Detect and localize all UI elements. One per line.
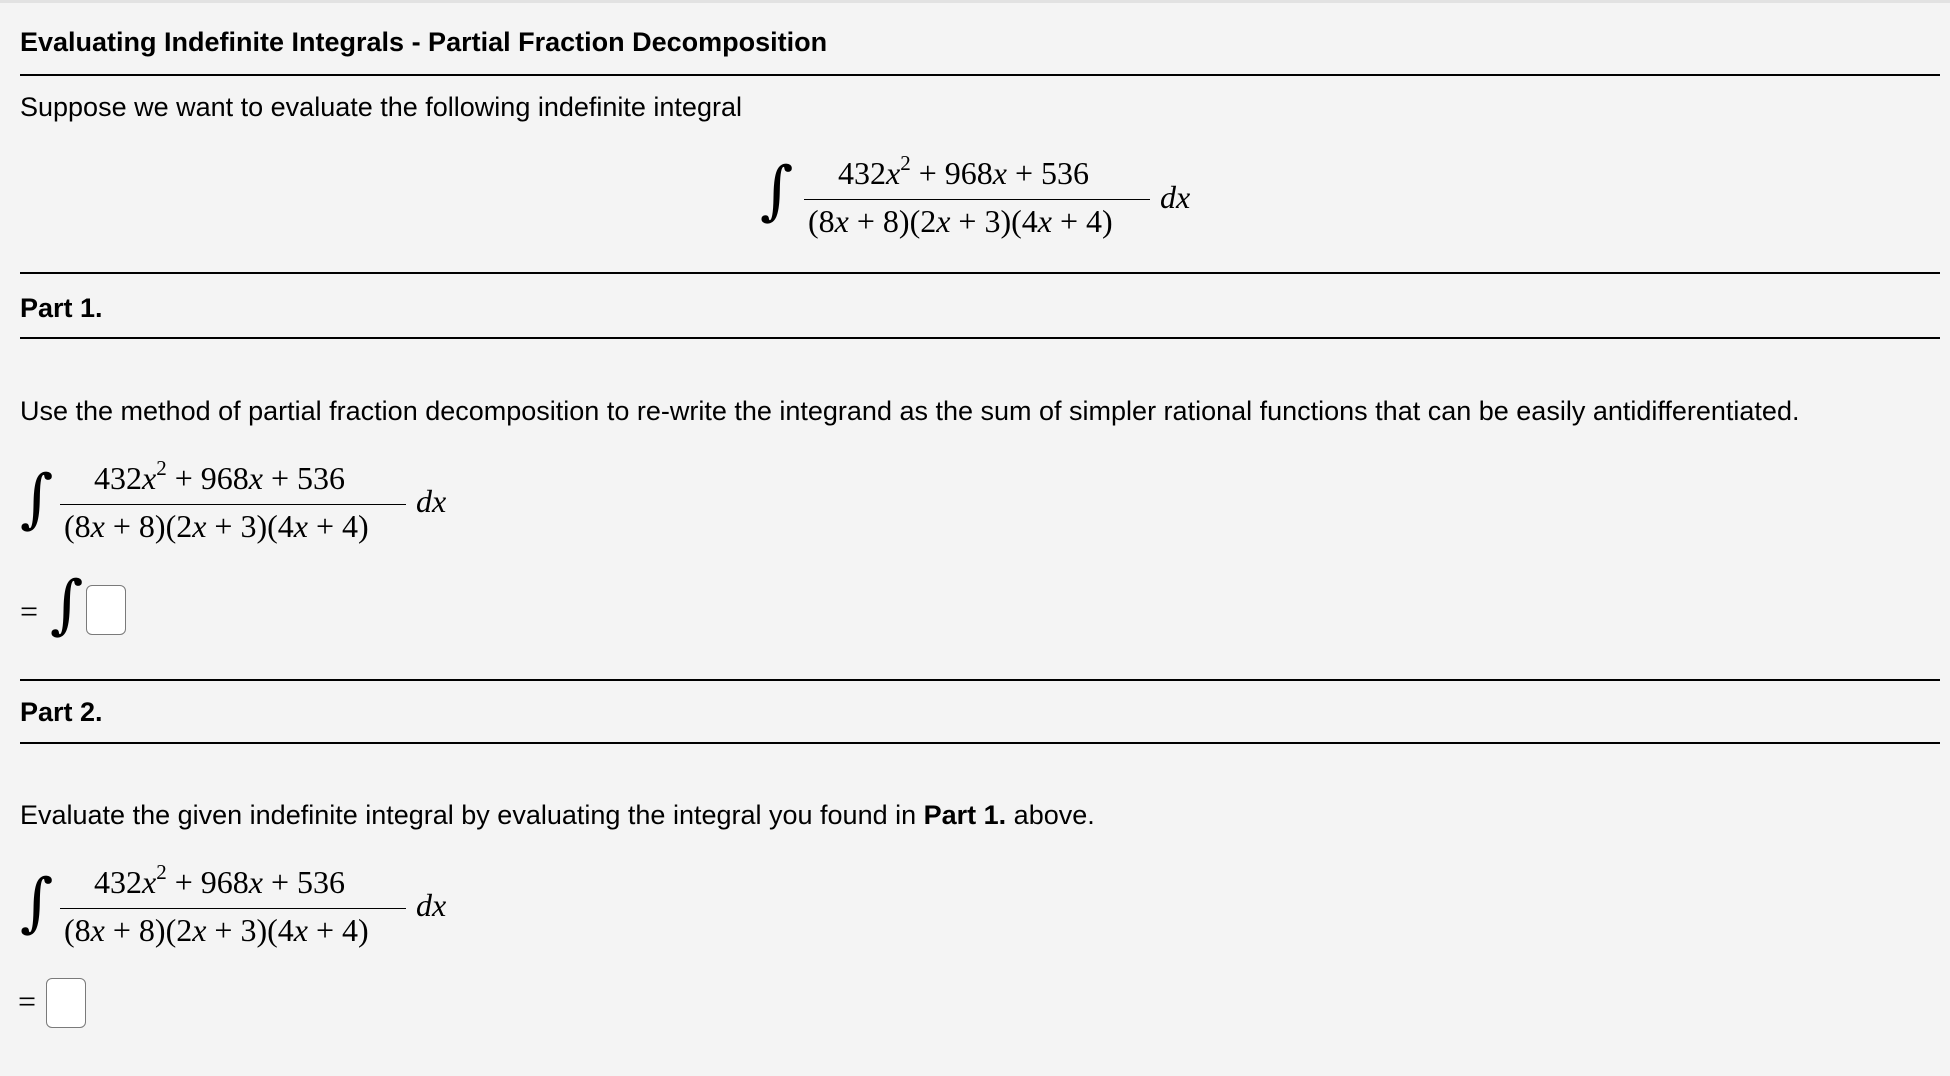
part2-equals: = xyxy=(18,983,37,1019)
part1-label: Part 1. xyxy=(20,293,103,323)
integrand-denominator: (8x + 8)(2x + 3)(4x + 4) xyxy=(808,203,1113,239)
title-divider xyxy=(20,74,1940,76)
part1-instruction: Use the method of partial fraction decomposition to re-write the integrand as the sum of simpler rational functions that can be easily antidifferentiated. xyxy=(20,396,1800,426)
main-integral xyxy=(760,143,1210,253)
differential: dx xyxy=(1160,179,1191,215)
integral-symbol: ∫ xyxy=(20,866,54,940)
part-divider xyxy=(20,679,1940,681)
integrand-numerator: $432x^2 + 968x + 536$ xyxy=(94,456,345,496)
page-title: Evaluating Indefinite Integrals - Partial Fraction Decomposition xyxy=(20,27,828,57)
part1-integral xyxy=(20,457,470,567)
integral-symbol: ∫ xyxy=(20,462,54,536)
differential: dx xyxy=(416,483,447,519)
integral-symbol: ∫ xyxy=(760,154,794,228)
part2-label: Part 2. xyxy=(20,697,103,727)
differential: dx xyxy=(416,887,447,923)
part2-instruction xyxy=(20,800,1095,831)
part2-instruction-text: Evaluate the given indefinite integral by evaluating the integral you found in xyxy=(20,800,924,830)
part2-integral xyxy=(20,861,470,971)
part1-answer-integral-icon: ∫ xyxy=(50,568,84,642)
section-divider xyxy=(20,272,1940,274)
integrand-numerator: $432x^2 + 968x + 536$ xyxy=(838,151,1089,191)
intro-text: Suppose we want to evaluate the following indefinite integral xyxy=(20,92,742,122)
fraction-bar xyxy=(60,908,406,909)
integrand-denominator: (8x + 8)(2x + 3)(4x + 4) xyxy=(64,912,369,948)
fraction-bar xyxy=(60,504,406,505)
part2-instruction-bold: Part 1. xyxy=(923,800,1007,830)
part2-instruction-tail: above. xyxy=(1006,800,1095,830)
part1-equals: = xyxy=(20,593,39,629)
fraction-bar xyxy=(804,199,1150,200)
part2-divider xyxy=(20,742,1940,744)
part2-answer-input[interactable] xyxy=(46,978,86,1028)
part1-divider xyxy=(20,337,1940,339)
integrand-denominator: (8x + 8)(2x + 3)(4x + 4) xyxy=(64,508,369,544)
part1-answer-input[interactable] xyxy=(86,585,126,635)
integrand-numerator: $432x^2 + 968x + 536$ xyxy=(94,860,345,900)
